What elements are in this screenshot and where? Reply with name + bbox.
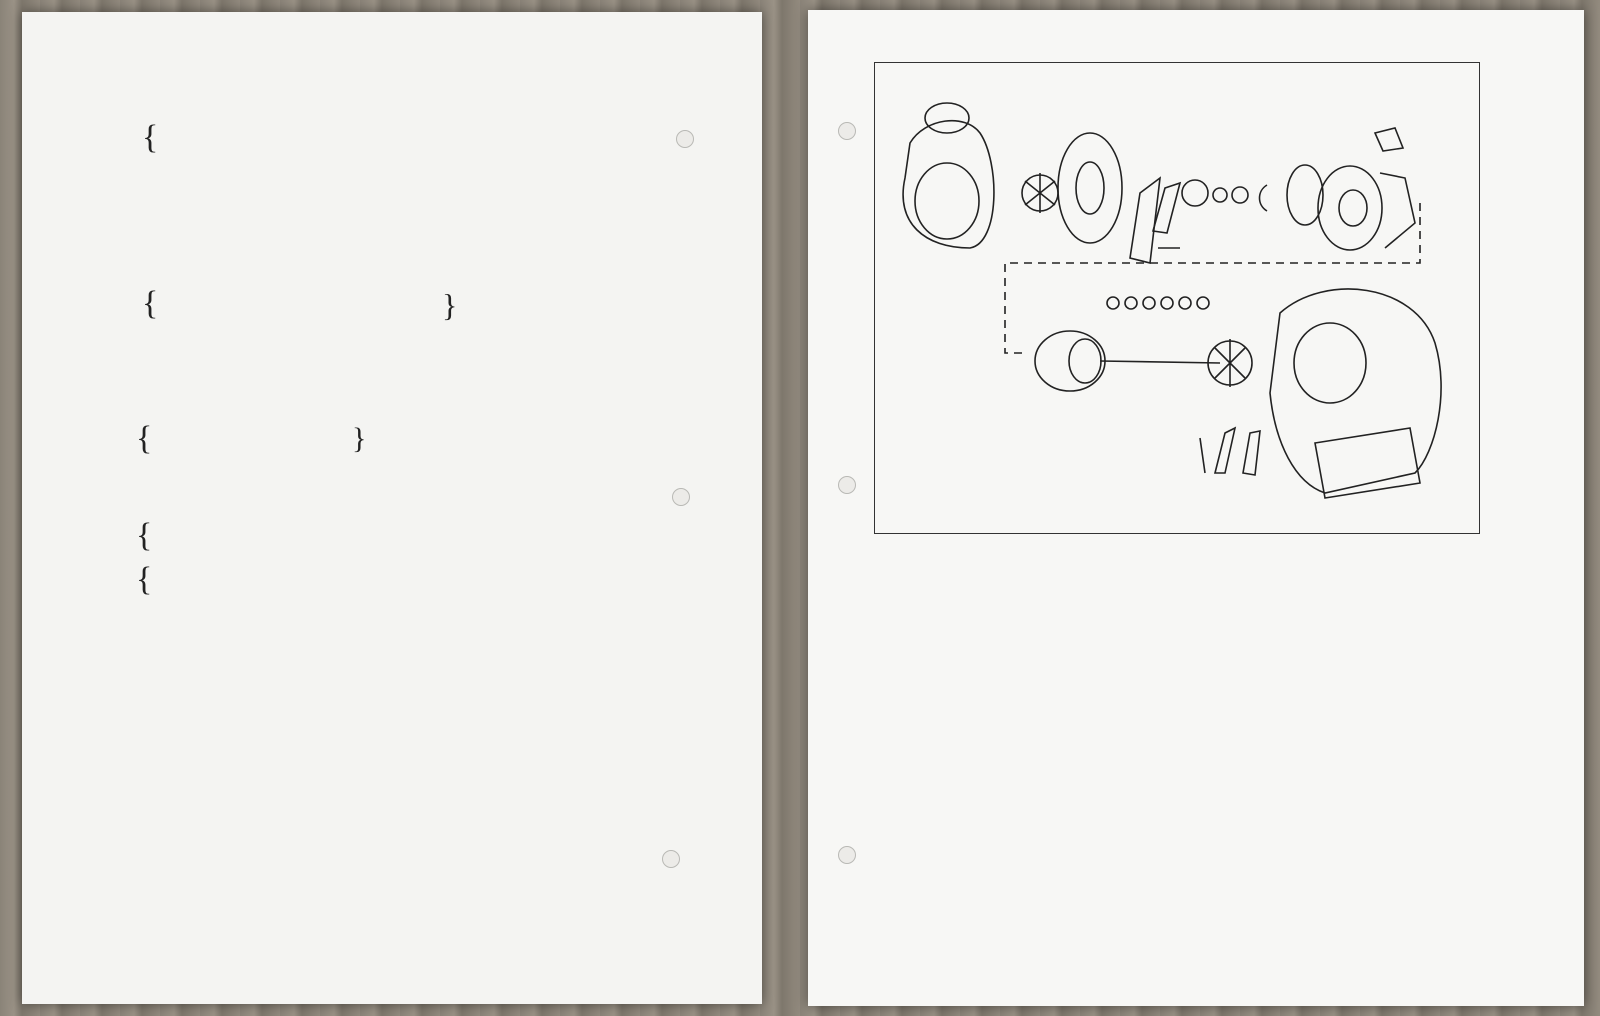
- bolt-small: [1200, 438, 1205, 473]
- center-housing: [1318, 166, 1382, 250]
- brace: {: [136, 420, 153, 457]
- brace: {: [142, 119, 159, 156]
- punch-hole: [676, 130, 694, 148]
- rings-row: [1107, 297, 1209, 309]
- punch-hole: [838, 846, 856, 864]
- backplate-inner: [1076, 162, 1104, 214]
- compressor-housing: [903, 121, 994, 248]
- brace: {: [136, 517, 153, 554]
- spiral-binding: [730, 20, 840, 1000]
- turbine-housing-bore: [1294, 323, 1366, 403]
- housing-inlet: [915, 163, 979, 239]
- backplate: [1058, 133, 1122, 243]
- bearing: [1232, 187, 1248, 203]
- housing-outlet: [925, 103, 969, 133]
- brace: }: [352, 422, 367, 455]
- collar: [1213, 188, 1227, 202]
- shroud: [1035, 331, 1105, 391]
- brace: {: [136, 561, 153, 598]
- housing-bracket: [1380, 173, 1415, 248]
- sealing-ring: [1287, 165, 1323, 225]
- clamp: [1243, 431, 1260, 475]
- center-housing-inner: [1339, 190, 1367, 226]
- punch-hole: [838, 476, 856, 494]
- bracket: [1375, 128, 1403, 151]
- turbine-flange: [1315, 428, 1420, 498]
- turbocharger-exploded-view: [875, 63, 1479, 533]
- brace: {: [142, 285, 159, 322]
- shaft: [1100, 361, 1220, 363]
- punch-hole: [672, 488, 690, 506]
- punch-hole: [662, 850, 680, 868]
- exploded-diagram: [874, 62, 1480, 534]
- right-page: [808, 10, 1584, 1006]
- lockplate: [1215, 428, 1235, 473]
- ring: [1260, 185, 1268, 211]
- brace: }: [442, 287, 458, 323]
- left-page: [22, 12, 762, 1004]
- spring: [1182, 180, 1208, 206]
- punch-hole: [838, 122, 856, 140]
- shroud-inner: [1069, 339, 1101, 383]
